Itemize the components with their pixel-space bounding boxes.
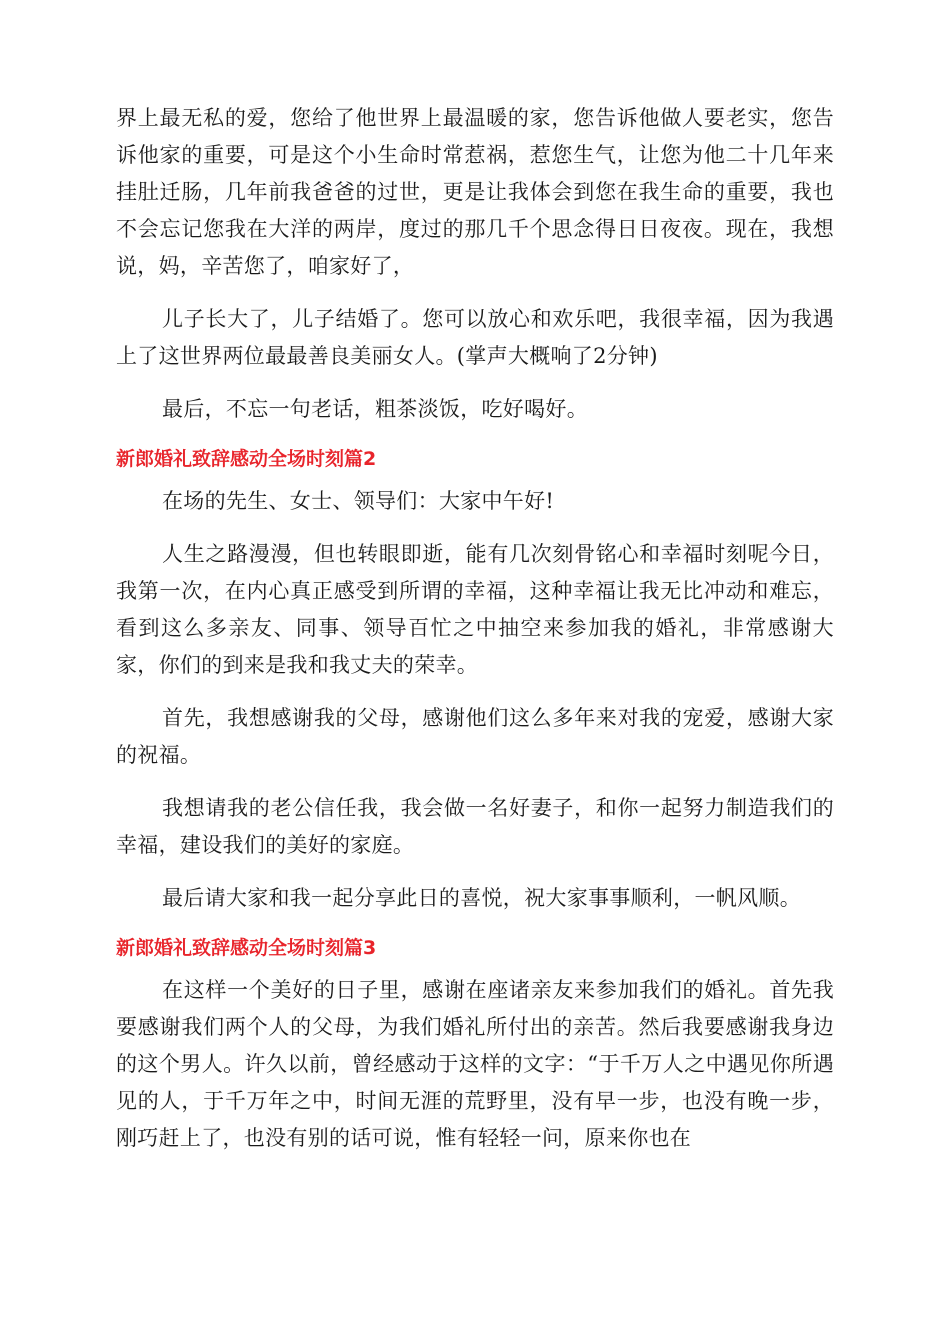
section-heading-2: 新郎婚礼致辞感动全场时刻篇2	[116, 448, 377, 470]
paragraph: 儿子长大了，儿子结婚了。您可以放心和欢乐吧，我很幸福，因为我遇上了这世界两位最最善良美丽女人。(掌声大概响了2分钟)	[116, 307, 834, 368]
paragraph: 最后，不忘一句老话，粗茶淡饭，吃好喝好。	[162, 397, 588, 421]
paragraph: 最后请大家和我一起分享此日的喜悦，祝大家事事顺利，一帆风顺。	[162, 886, 801, 910]
paragraph: 首先，我想感谢我的父母，感谢他们这么多年来对我的宠爱，感谢大家的祝福。	[116, 706, 834, 767]
paragraph-continuation: 界上最无私的爱，您给了他世界上最温暖的家，您告诉他做人要老实，您告诉他家的重要，可是这个小生命时常惹祸，惹您生气，让您为他二十几年来挂肚迁肠，几年前我爸爸的过世，更是让我体会到您在我生命的重要，我也不会忘记您我在大洋的两岸，度过的那几千个思念得日日夜夜。现在，我想说，妈，辛苦您了，咱家好了，	[116, 106, 834, 278]
document-page	[116, 100, 834, 1157]
paragraph: 在这样一个美好的日子里，感谢在座诸亲友来参加我们的婚礼。首先我要感谢我们两个人的父母，为我们婚礼所付出的亲苦。然后我要感谢我身边的这个男人。许久以前，曾经感动于这样的文字：“于千万人之中遇见你所遇见的人，于千万年之中，时间无涯的荒野里，没有早一步，也没有晚一步，刚巧赶上了，也没有别的话可说，惟有轻轻一问，原来你也在	[116, 978, 834, 1150]
paragraph: 人生之路漫漫，但也转眼即逝，能有几次刻骨铭心和幸福时刻呢今日，我第一次，在内心真正感受到所谓的幸福，这种幸福让我无比冲动和难忘，看到这么多亲友、同事、领导百忙之中抽空来参加我的婚礼，非常感谢大家，你们的到来是我和我丈夫的荣幸。	[116, 542, 834, 677]
paragraph: 我想请我的老公信任我，我会做一名好妻子，和你一起努力制造我们的幸福，建设我们的美好的家庭。	[116, 796, 834, 857]
section-heading-3: 新郎婚礼致辞感动全场时刻篇3	[116, 937, 377, 959]
paragraph: 在场的先生、女士、领导们：大家中午好!	[162, 489, 555, 513]
